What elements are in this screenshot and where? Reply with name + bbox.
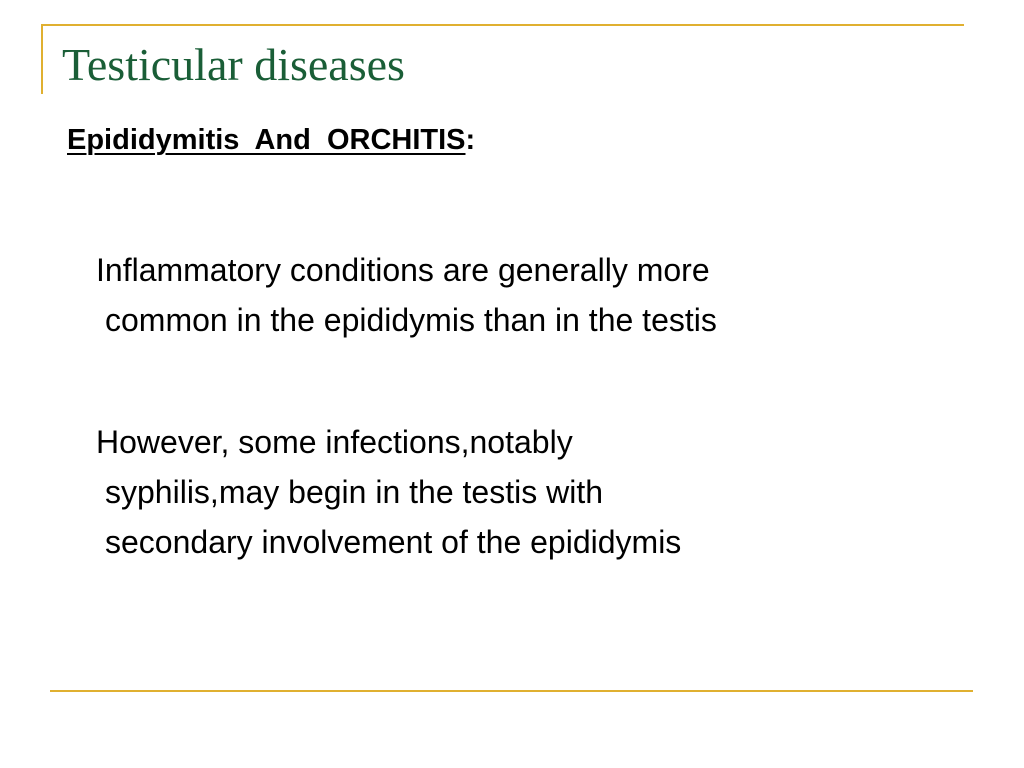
subheading (67, 124, 475, 157)
frame-left-rule (41, 24, 43, 94)
subheading-text: Epididymitis And ORCHITIS (67, 124, 466, 156)
slide-title: Testicular diseases (62, 39, 405, 90)
paragraph-line: common in the epididymis than in the testis (105, 302, 717, 338)
frame-top-rule (41, 24, 964, 26)
subheading-colon: : (465, 124, 476, 156)
paragraph-line: However, some infections,notably (96, 424, 573, 460)
frame-bottom-rule (50, 690, 973, 692)
paragraph-line: Inflammatory conditions are generally more (96, 252, 710, 288)
paragraph-inflammatory (96, 245, 965, 345)
paragraph-line: syphilis,may begin in the testis with (105, 474, 603, 510)
paragraph-line: secondary involvement of the epididymis (105, 524, 682, 560)
paragraph-infections (96, 417, 965, 567)
